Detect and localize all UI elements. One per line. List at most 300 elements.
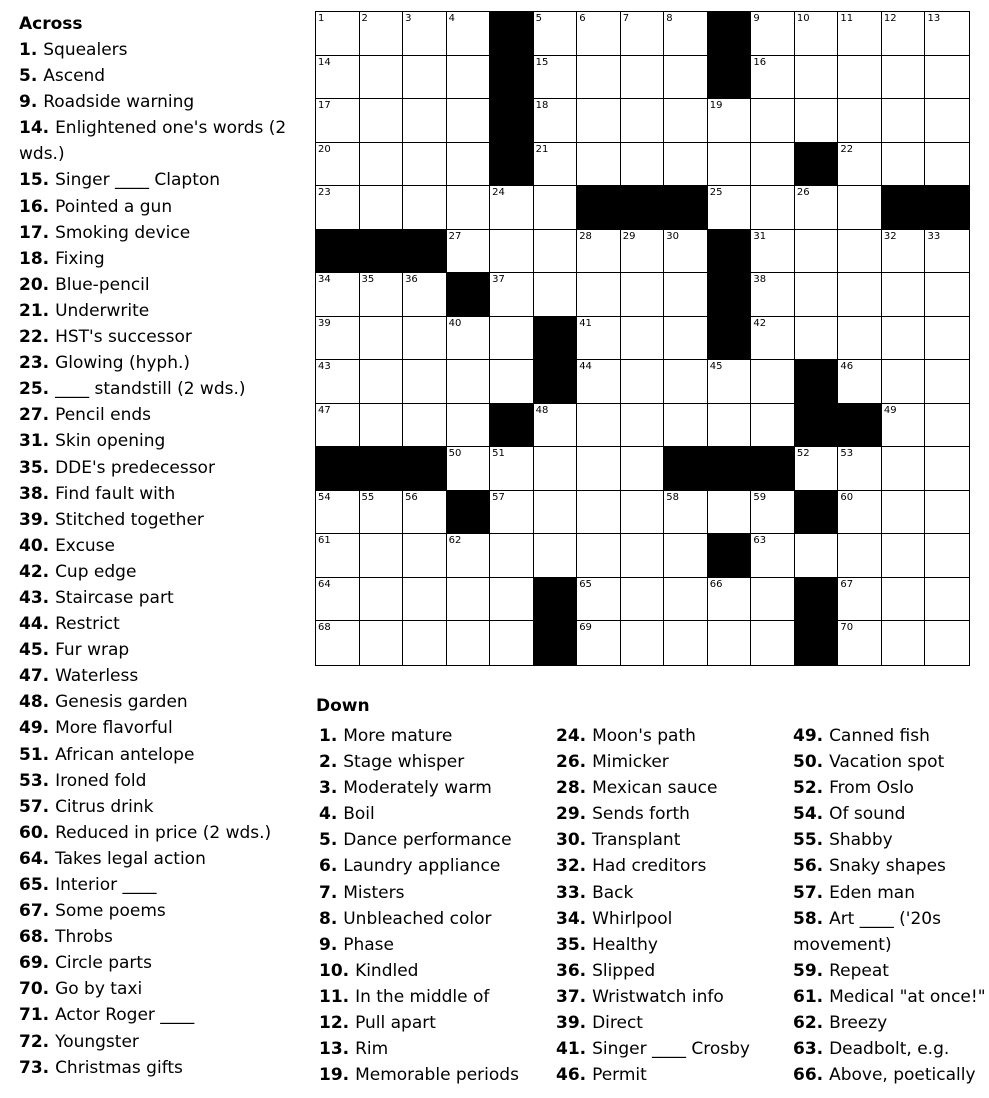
grid-cell[interactable]	[316, 273, 360, 317]
cell-number: 51	[492, 448, 505, 460]
grid-cell[interactable]	[925, 317, 969, 361]
grid-cell[interactable]	[882, 360, 926, 404]
grid-cell[interactable]	[708, 99, 752, 143]
grid-cell[interactable]	[751, 578, 795, 622]
cell-number: 32	[883, 230, 897, 242]
grid-cell[interactable]	[664, 317, 708, 361]
grid-cell[interactable]	[316, 404, 360, 448]
clue-number: 32	[556, 856, 580, 877]
clue-text: Shabby	[829, 830, 893, 851]
grid-cell[interactable]	[360, 12, 404, 56]
clue-text: Singer ____ Crosby	[592, 1039, 750, 1060]
grid-cell[interactable]	[621, 578, 665, 622]
grid-cell[interactable]	[751, 360, 795, 404]
clue-number: 34	[556, 908, 580, 929]
grid-cell[interactable]	[577, 578, 621, 622]
grid-cell[interactable]	[577, 56, 621, 100]
grid-cell[interactable]	[316, 621, 360, 665]
grid-cell[interactable]	[838, 273, 882, 317]
cell-number: 54	[318, 491, 331, 503]
clue-text: Reduced in price (2 wds.)	[55, 822, 272, 843]
grid-cell[interactable]	[925, 143, 969, 187]
clue-text: Christmas gifts	[55, 1057, 183, 1078]
grid-cell[interactable]	[316, 360, 360, 404]
cell-number: 37	[492, 274, 505, 286]
clue-number: 53	[19, 770, 43, 791]
grid-cell[interactable]	[316, 99, 360, 143]
cell-number: 29	[622, 230, 636, 242]
grid-cell[interactable]	[708, 621, 752, 665]
grid-cell[interactable]	[490, 534, 534, 578]
cell-number: 27	[448, 230, 462, 242]
grid-cell[interactable]	[882, 230, 926, 274]
grid-cell[interactable]	[447, 12, 491, 56]
grid-cell[interactable]	[838, 360, 882, 404]
clue-number: 60	[19, 822, 43, 843]
clue: 64. Takes legal action	[19, 848, 206, 869]
clue-text: Roadside warning	[43, 92, 195, 113]
grid-cell[interactable]	[403, 273, 447, 317]
clue-number: 9	[319, 934, 331, 955]
grid-cell[interactable]	[316, 317, 360, 361]
clue: 73. Christmas gifts	[19, 1057, 183, 1078]
grid-cell[interactable]	[403, 491, 447, 535]
grid-cell[interactable]	[447, 143, 491, 187]
grid-cell[interactable]	[621, 143, 665, 187]
clue-text: Mexican sauce	[592, 778, 718, 799]
clue-number: 65	[19, 875, 43, 895]
grid-cell[interactable]	[795, 447, 839, 491]
clue-text: Whirlpool	[592, 908, 673, 929]
clue-number: 4	[319, 804, 331, 825]
cell-number: 30	[666, 230, 679, 242]
grid-cell[interactable]	[664, 12, 708, 56]
grid-cell[interactable]	[447, 56, 491, 100]
grid-cell[interactable]	[664, 230, 708, 274]
grid-cell[interactable]	[882, 143, 926, 187]
grid-cell[interactable]	[664, 56, 708, 100]
grid-cell[interactable]	[447, 621, 491, 665]
clue-number: 58	[793, 908, 817, 929]
black-square	[360, 447, 404, 491]
grid-cell[interactable]	[360, 491, 404, 535]
grid-cell[interactable]	[360, 99, 404, 143]
clue-number: 21	[19, 300, 43, 321]
grid-cell[interactable]	[577, 317, 621, 361]
black-square	[403, 447, 447, 491]
clue-number: 8	[319, 908, 331, 929]
cell-number: 17	[318, 100, 331, 112]
grid-cell[interactable]	[403, 99, 447, 143]
clue-text: Ascend	[43, 66, 106, 87]
grid-cell[interactable]	[360, 578, 404, 622]
clue-number: 30	[556, 830, 580, 851]
grid-cell[interactable]	[795, 273, 839, 317]
grid-cell[interactable]	[577, 230, 621, 274]
cell-number: 57	[492, 491, 505, 503]
grid-cell[interactable]	[360, 56, 404, 100]
grid-cell[interactable]	[664, 491, 708, 535]
grid-cell[interactable]	[664, 273, 708, 317]
grid-cell[interactable]	[490, 273, 534, 317]
grid-cell[interactable]	[490, 360, 534, 404]
grid-cell[interactable]	[360, 317, 404, 361]
grid-cell[interactable]	[534, 404, 578, 448]
grid-cell[interactable]	[882, 404, 926, 448]
clue: 33. Back	[556, 882, 634, 903]
grid-cell[interactable]	[447, 534, 491, 578]
grid-cell[interactable]	[708, 360, 752, 404]
clue-number: 56	[793, 856, 817, 877]
grid-cell[interactable]	[621, 447, 665, 491]
grid-cell[interactable]	[664, 99, 708, 143]
clue-text: Eden man	[829, 882, 915, 903]
grid-cell[interactable]	[403, 317, 447, 361]
grid-cell[interactable]	[621, 534, 665, 578]
grid-cell[interactable]	[490, 186, 534, 230]
clue-text: Memorable periods	[355, 1065, 519, 1086]
grid-cell[interactable]	[838, 317, 882, 361]
grid-cell[interactable]	[882, 447, 926, 491]
grid-cell[interactable]	[751, 186, 795, 230]
grid-cell[interactable]	[621, 273, 665, 317]
grid-cell[interactable]	[360, 360, 404, 404]
grid-cell[interactable]	[534, 491, 578, 535]
grid-cell[interactable]	[621, 491, 665, 535]
cell-number: 64	[318, 578, 331, 590]
clue: 37. Wristwatch info	[556, 986, 724, 1007]
grid-cell[interactable]	[838, 143, 882, 187]
clue: 25. ____ standstill (2 wds.)	[19, 379, 246, 400]
grid-cell[interactable]	[751, 99, 795, 143]
black-square	[316, 230, 360, 274]
clue-text: In the middle of	[355, 986, 490, 1007]
clue-text: Citrus drink	[55, 796, 154, 817]
grid-cell[interactable]	[621, 404, 665, 448]
grid-cell[interactable]	[447, 360, 491, 404]
grid-cell[interactable]	[751, 12, 795, 56]
clue: 67. Some poems	[19, 901, 166, 922]
grid-cell[interactable]	[795, 534, 839, 578]
grid-cell[interactable]	[925, 621, 969, 665]
grid-cell[interactable]	[447, 578, 491, 622]
clue-text: Fixing	[55, 248, 105, 269]
cell-number: 43	[318, 361, 331, 373]
grid-cell[interactable]	[795, 12, 839, 56]
cell-number: 25	[709, 187, 723, 199]
grid-cell[interactable]	[925, 404, 969, 448]
clue-text: Blue-pencil	[55, 274, 150, 295]
clue-text: Wristwatch info	[592, 986, 724, 1007]
clue-number: 27	[19, 405, 43, 426]
grid-cell[interactable]	[403, 143, 447, 187]
grid-cell[interactable]	[795, 317, 839, 361]
cell-number: 18	[535, 100, 549, 112]
grid-cell[interactable]	[490, 317, 534, 361]
clue-number: 6	[319, 856, 331, 877]
clue-text: Laundry appliance	[343, 856, 501, 877]
grid-cell[interactable]	[751, 230, 795, 274]
grid-cell[interactable]	[447, 447, 491, 491]
cell-number: 33	[927, 230, 941, 242]
cell-number: 36	[405, 274, 418, 286]
grid-cell[interactable]	[490, 491, 534, 535]
cell-number: 15	[535, 56, 549, 68]
grid-cell[interactable]	[795, 56, 839, 100]
grid-cell[interactable]	[447, 230, 491, 274]
grid-cell[interactable]	[621, 56, 665, 100]
clue-number: 24	[556, 726, 580, 746]
grid-cell[interactable]	[534, 99, 578, 143]
grid-cell[interactable]	[621, 12, 665, 56]
grid-cell[interactable]	[577, 491, 621, 535]
clue: 51. African antelope	[19, 744, 195, 765]
grid-cell[interactable]	[838, 99, 882, 143]
grid-cell[interactable]	[360, 621, 404, 665]
black-square	[838, 404, 882, 448]
grid-cell[interactable]	[708, 578, 752, 622]
grid-cell[interactable]	[838, 56, 882, 100]
grid-cell[interactable]	[403, 404, 447, 448]
grid-cell[interactable]	[403, 56, 447, 100]
grid-cell[interactable]	[490, 447, 534, 491]
grid-cell[interactable]	[795, 230, 839, 274]
clue-text: Had creditors	[592, 856, 707, 877]
black-square	[708, 273, 752, 317]
grid-cell[interactable]	[664, 534, 708, 578]
grid-cell[interactable]	[403, 534, 447, 578]
clue: 58. Art ____ ('20s movement)	[793, 908, 941, 955]
grid-cell[interactable]	[795, 99, 839, 143]
grid-cell[interactable]	[838, 447, 882, 491]
grid-cell[interactable]	[751, 404, 795, 448]
grid-cell[interactable]	[838, 186, 882, 230]
grid-cell[interactable]	[621, 621, 665, 665]
grid-cell[interactable]	[621, 360, 665, 404]
grid-cell[interactable]	[708, 186, 752, 230]
grid-cell[interactable]	[534, 186, 578, 230]
grid-cell[interactable]	[882, 273, 926, 317]
grid-cell[interactable]	[316, 491, 360, 535]
grid-cell[interactable]	[708, 404, 752, 448]
grid-cell[interactable]	[882, 56, 926, 100]
cell-number: 61	[318, 535, 331, 547]
grid-cell[interactable]	[316, 56, 360, 100]
grid-cell[interactable]	[534, 143, 578, 187]
grid-cell[interactable]	[403, 360, 447, 404]
grid-cell[interactable]	[838, 578, 882, 622]
clue-text: Sends forth	[592, 804, 690, 825]
grid-cell[interactable]	[925, 491, 969, 535]
grid-cell[interactable]	[360, 143, 404, 187]
grid-cell[interactable]	[751, 273, 795, 317]
grid-cell[interactable]	[490, 230, 534, 274]
clue: 4. Boil	[319, 804, 375, 825]
grid-cell[interactable]	[882, 534, 926, 578]
grid-cell[interactable]	[316, 12, 360, 56]
clue-number: 46	[556, 1065, 580, 1086]
clue-text: Pointed a gun	[55, 196, 173, 217]
clue: 50. Vacation spot	[793, 752, 945, 773]
grid-cell[interactable]	[534, 230, 578, 274]
grid-cell[interactable]	[882, 317, 926, 361]
grid-cell[interactable]	[447, 99, 491, 143]
clue: 70. Go by taxi	[19, 979, 143, 1000]
grid-cell[interactable]	[447, 404, 491, 448]
grid-cell[interactable]	[838, 230, 882, 274]
clue-number: 19	[319, 1065, 343, 1086]
grid-cell[interactable]	[534, 447, 578, 491]
clue-number: 1	[19, 40, 31, 60]
grid-cell[interactable]	[925, 99, 969, 143]
cell-number: 41	[579, 317, 592, 329]
black-square	[490, 56, 534, 100]
clue: 3. Moderately warm	[319, 778, 492, 799]
cell-number: 55	[361, 491, 375, 503]
grid-cell[interactable]	[577, 447, 621, 491]
grid-cell[interactable]	[838, 12, 882, 56]
grid-cell[interactable]	[795, 186, 839, 230]
grid-cell[interactable]	[316, 534, 360, 578]
grid-cell[interactable]	[751, 143, 795, 187]
grid-cell[interactable]	[882, 621, 926, 665]
clue-number: 71	[19, 1005, 43, 1026]
grid-cell[interactable]	[838, 621, 882, 665]
clue-text: Skin opening	[55, 431, 166, 452]
clue-number: 59	[793, 960, 817, 981]
grid-cell[interactable]	[534, 12, 578, 56]
grid-cell[interactable]	[664, 404, 708, 448]
grid-cell[interactable]	[316, 143, 360, 187]
black-square	[708, 317, 752, 361]
grid-cell[interactable]	[577, 143, 621, 187]
clue-text: Fur wrap	[55, 640, 130, 661]
clue: 61. Medical "at once!"	[793, 986, 986, 1007]
cell-number: 60	[840, 491, 854, 503]
grid-cell[interactable]	[925, 273, 969, 317]
grid-cell[interactable]	[577, 273, 621, 317]
clue-number: 31	[19, 431, 43, 452]
grid-cell[interactable]	[925, 230, 969, 274]
grid-cell[interactable]	[925, 447, 969, 491]
clue-number: 14	[19, 118, 43, 139]
grid-cell[interactable]	[664, 578, 708, 622]
clue: 72. Youngster	[19, 1031, 139, 1052]
grid-cell[interactable]	[490, 621, 534, 665]
crossword-grid[interactable]	[315, 11, 970, 666]
grid-cell[interactable]	[360, 273, 404, 317]
grid-cell[interactable]	[621, 230, 665, 274]
clue-text: Repeat	[829, 960, 889, 981]
grid-cell[interactable]	[621, 99, 665, 143]
grid-cell[interactable]	[751, 56, 795, 100]
grid-cell[interactable]	[316, 578, 360, 622]
grid-cell[interactable]	[360, 534, 404, 578]
grid-cell[interactable]	[490, 578, 534, 622]
clue: 12. Pull apart	[319, 1013, 436, 1034]
grid-cell[interactable]	[577, 99, 621, 143]
grid-cell[interactable]	[621, 317, 665, 361]
clue-number: 28	[556, 778, 580, 799]
grid-cell[interactable]	[664, 621, 708, 665]
grid-cell[interactable]	[403, 186, 447, 230]
clue: 57. Citrus drink	[19, 796, 154, 817]
cell-number: 10	[796, 13, 810, 24]
grid-cell[interactable]	[534, 56, 578, 100]
grid-cell[interactable]	[751, 491, 795, 535]
clue-number: 13	[319, 1039, 343, 1060]
cell-number: 68	[318, 622, 331, 634]
black-square	[534, 360, 578, 404]
cell-number: 40	[448, 317, 462, 329]
grid-cell[interactable]	[447, 186, 491, 230]
grid-cell[interactable]	[577, 534, 621, 578]
clue-number: 11	[319, 986, 343, 1007]
clue-number: 67	[19, 901, 43, 922]
grid-cell[interactable]	[708, 491, 752, 535]
grid-cell[interactable]	[403, 12, 447, 56]
clue: 17. Smoking device	[19, 222, 191, 243]
black-square	[316, 447, 360, 491]
black-square	[534, 621, 578, 665]
grid-cell[interactable]	[360, 186, 404, 230]
grid-cell[interactable]	[577, 360, 621, 404]
clue-text: Phase	[343, 934, 394, 955]
grid-cell[interactable]	[534, 534, 578, 578]
grid-cell[interactable]	[882, 491, 926, 535]
grid-cell[interactable]	[925, 360, 969, 404]
grid-cell[interactable]	[664, 360, 708, 404]
grid-cell[interactable]	[925, 12, 969, 56]
clue-number: 26	[556, 752, 580, 773]
clue: 62. Breezy	[793, 1013, 888, 1034]
grid-cell[interactable]	[838, 534, 882, 578]
grid-cell[interactable]	[403, 578, 447, 622]
grid-cell[interactable]	[316, 186, 360, 230]
grid-cell[interactable]	[751, 621, 795, 665]
grid-cell[interactable]	[403, 621, 447, 665]
cell-number: 8	[666, 13, 673, 24]
clue: 9. Roadside warning	[19, 92, 195, 113]
grid-cell[interactable]	[882, 99, 926, 143]
grid-cell[interactable]	[751, 317, 795, 361]
cell-number: 52	[796, 448, 810, 460]
grid-cell[interactable]	[664, 143, 708, 187]
grid-cell[interactable]	[577, 12, 621, 56]
clue-number: 73	[19, 1057, 43, 1078]
grid-cell[interactable]	[360, 404, 404, 448]
clue: 24. Moon's path	[556, 726, 696, 746]
cell-number: 11	[840, 13, 854, 24]
grid-cell[interactable]	[751, 534, 795, 578]
grid-cell[interactable]	[882, 12, 926, 56]
grid-cell[interactable]	[577, 621, 621, 665]
clue-text: Glowing (hyph.)	[55, 353, 191, 374]
clue-number: 42	[19, 561, 43, 582]
grid-cell[interactable]	[447, 317, 491, 361]
clue: 49. More flavorful	[19, 718, 173, 739]
grid-cell[interactable]	[838, 491, 882, 535]
grid-cell[interactable]	[925, 534, 969, 578]
grid-cell[interactable]	[925, 578, 969, 622]
clue-number: 3	[319, 778, 331, 799]
grid-cell[interactable]	[882, 578, 926, 622]
grid-cell[interactable]	[708, 143, 752, 187]
black-square	[795, 404, 839, 448]
grid-cell[interactable]	[577, 404, 621, 448]
grid-cell[interactable]	[925, 56, 969, 100]
grid-cell[interactable]	[534, 273, 578, 317]
